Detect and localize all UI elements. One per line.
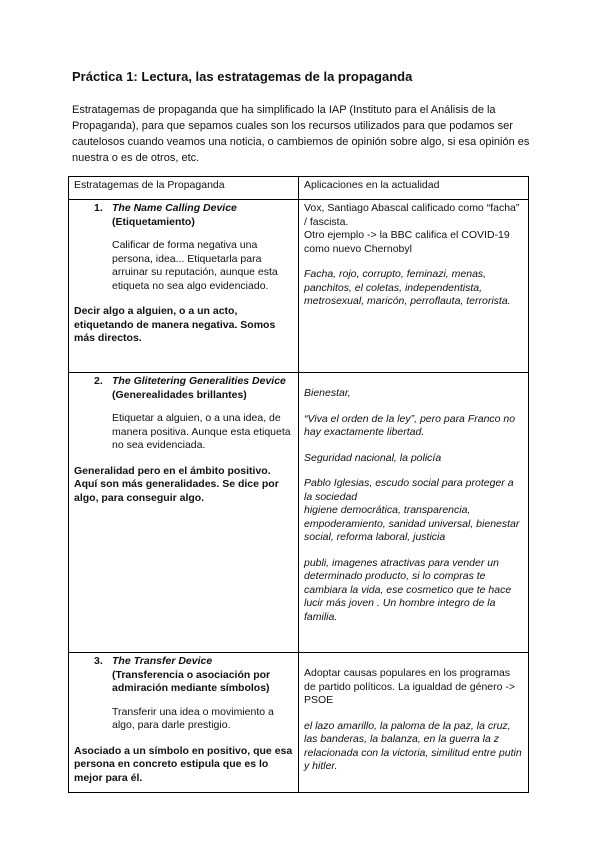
application-text: Seguridad nacional, la policía	[304, 451, 442, 464]
application-cell	[299, 373, 529, 653]
strategy-summary: Asociado a un símbolo en positivo, que esa persona en concreto estipula que es lo mejor para él.	[74, 744, 293, 784]
strategy-description: Etiquetar a alguien, o a una idea, de manera positiva. Aunque esta etiqueta no sea evidenciada.	[112, 412, 291, 451]
strategy-summary: Generalidad pero en el ámbito positivo. Aquí son más generalidades. Se dice por algo, para conseguir algo.	[74, 464, 279, 504]
application-text: publi, imagenes atractivas para vender un determinado producto, si lo compras te cambiara la vida, ese cosmetico que te hace lucir más joven . Un hombre integro de la familia.	[304, 556, 512, 623]
strategy-cell	[69, 373, 299, 653]
strategy-summary: Decir algo a alguien, o a un acto, etiquetando de manera negativa. Somos más directos.	[74, 305, 276, 344]
application-text: Otro ejemplo -> la BBC califica el COVID-19 como nuevo Chernobyl	[304, 229, 510, 255]
strategy-heading	[94, 375, 293, 402]
application-text: Vox, Santiago Abascal calificado como “facha” / fascista.	[304, 202, 520, 228]
strategy-cell	[69, 200, 299, 373]
strategy-name-en: The Name Calling Device	[112, 202, 237, 214]
strategy-number: 2.	[94, 375, 103, 387]
strategy-description: Calificar de forma negativa una persona, idea... Etiquetarla para arruinar su reputación, aunque esta etiqueta no sea algo evidenciado.	[112, 239, 278, 292]
strategy-description: Transferir una idea o movimiento a algo, para darle prestigio.	[112, 705, 274, 731]
application-text: higiene democrática, transparencia, empoderamiento, sanidad universal, bienestar social, reforma laboral, justicia	[304, 504, 520, 543]
document-title: Práctica 1: Lectura, las estratagemas de la propaganda	[72, 69, 413, 84]
column-header: Aplicaciones en la actualidad	[299, 177, 529, 200]
table-row	[69, 373, 529, 653]
strategy-name-es: (Generealidades brillantes)	[112, 388, 247, 401]
application-text: “Viva el orden de la ley”, pero para Franco no hay exactamente libertad.	[304, 412, 516, 438]
table-row	[69, 200, 529, 373]
strategy-name-es: (Etiquetamiento)	[112, 215, 195, 228]
application-text: Facha, rojo, corrupto, feminazi, menas, panchitos, el coletas, independentista, metrosexual, maricón, perroflauta, terrorista.	[304, 268, 511, 307]
column-header: Estratagemas de la Propaganda	[69, 177, 299, 200]
table-row	[69, 653, 529, 793]
propaganda-table	[68, 176, 529, 793]
strategy-number: 1.	[94, 202, 103, 214]
strategy-name-en: The Glitetering Generalities Device	[112, 375, 286, 387]
application-text: el lazo amarillo, la paloma de la paz, la cruz, las banderas, la balanza, en la guerra la z relacionada con la victoria, similitud entre putin y hitler.	[304, 719, 522, 772]
strategy-name-en: The Transfer Device	[112, 655, 213, 667]
intro-paragraph: Estratagemas de propaganda que ha simplificado la IAP (Instituto para el Análisis de la Propaganda), para que sepamos cuales son los recursos utilizados para que podamos ser cautelosos cuando veamos una noticia, o cambiemos de opinión sobre algo, si esa opinión es nuestra o es de otros, etc.	[72, 104, 530, 164]
application-cell	[299, 200, 529, 373]
application-text: Pablo Iglesias, escudo social para proteger a la sociedad	[304, 477, 514, 503]
strategy-name-es: (Transferencia o asociación por admiración mediante símbolos)	[112, 668, 271, 694]
strategy-cell	[69, 653, 299, 793]
application-text: Bienestar,	[304, 387, 351, 399]
strategy-heading	[94, 202, 293, 229]
application-text: Adoptar causas populares en los programas de partido políticos. La igualdad de género -> PSOE	[304, 667, 516, 706]
application-cell	[299, 653, 529, 793]
strategy-heading	[94, 655, 293, 696]
table-header-row	[69, 177, 529, 200]
strategy-number: 3.	[94, 655, 103, 667]
